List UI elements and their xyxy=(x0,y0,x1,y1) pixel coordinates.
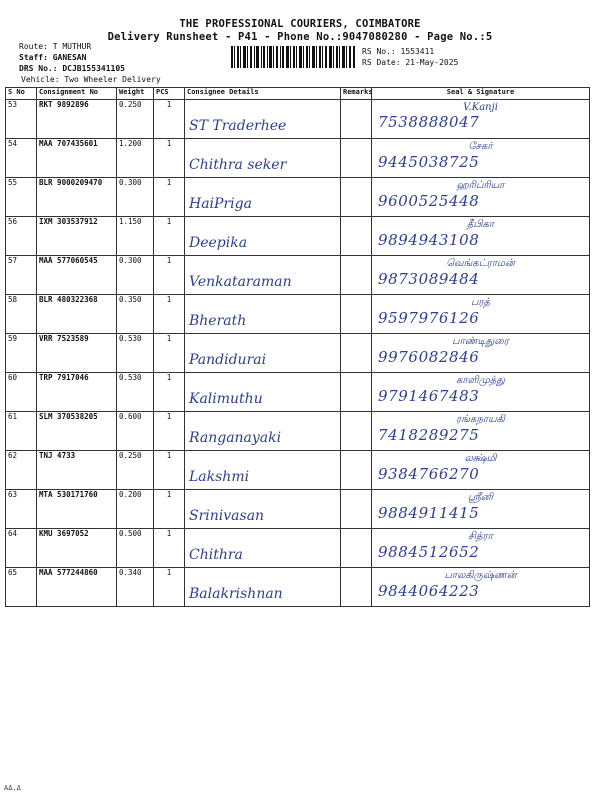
row-consignment: TNJ 4733 xyxy=(37,451,117,490)
signature: தீபிகா xyxy=(466,219,495,230)
row-sno: 54 xyxy=(6,139,37,178)
row-sno: 57 xyxy=(6,256,37,295)
row-pcs: 1 xyxy=(154,334,185,373)
row-seal-signature xyxy=(372,256,590,295)
rs-date: RS Date: 21-May-2025 xyxy=(362,58,459,67)
row-sno: 65 xyxy=(6,568,37,607)
row-pcs: 1 xyxy=(154,295,185,334)
consignee-handwritten-name: Pandidurai xyxy=(189,352,267,368)
row-sno: 56 xyxy=(6,217,37,256)
row-seal-signature xyxy=(372,412,590,451)
row-sno: 64 xyxy=(6,529,37,568)
handwritten-phone: 9894943108 xyxy=(378,231,480,249)
col-consignment: Consignment No xyxy=(37,88,117,100)
row-weight: 0.250 xyxy=(117,100,154,139)
row-consignee xyxy=(185,451,341,490)
row-seal-signature xyxy=(372,139,590,178)
row-consignee xyxy=(185,412,341,451)
handwritten-phone: 9597976126 xyxy=(378,309,480,327)
table-row xyxy=(6,568,590,607)
row-pcs: 1 xyxy=(154,139,185,178)
table-row xyxy=(6,334,590,373)
rs-number: RS No.: 1553411 xyxy=(362,47,435,56)
signature: லக்ஷ்மி xyxy=(464,453,497,464)
row-consignee xyxy=(185,529,341,568)
row-seal-signature xyxy=(372,373,590,412)
row-consignee xyxy=(185,100,341,139)
consignee-handwritten-name: HaiPriga xyxy=(189,196,252,212)
row-sno: 53 xyxy=(6,100,37,139)
barcode-image xyxy=(231,46,355,68)
handwritten-phone: 9976082846 xyxy=(378,348,480,366)
row-remarks xyxy=(341,529,372,568)
row-seal-signature xyxy=(372,568,590,607)
row-weight: 0.350 xyxy=(117,295,154,334)
row-remarks xyxy=(341,568,372,607)
table-row xyxy=(6,451,590,490)
row-pcs: 1 xyxy=(154,568,185,607)
row-consignee xyxy=(185,490,341,529)
handwritten-phone: 9884911415 xyxy=(378,504,480,522)
row-consignee xyxy=(185,217,341,256)
row-pcs: 1 xyxy=(154,490,185,529)
row-remarks xyxy=(341,100,372,139)
handwritten-phone: 9844064223 xyxy=(378,582,480,600)
table-row xyxy=(6,412,590,451)
table-row xyxy=(6,256,590,295)
row-weight: 0.300 xyxy=(117,256,154,295)
col-weight: Weight xyxy=(117,88,154,100)
table-row xyxy=(6,217,590,256)
col-seal: Seal & Signature xyxy=(372,88,590,100)
row-weight: 0.340 xyxy=(117,568,154,607)
signature: காளிமுத்து xyxy=(456,375,505,386)
footer-mark: ΑΔ.Δ xyxy=(4,784,21,792)
row-weight: 1.200 xyxy=(117,139,154,178)
row-consignee xyxy=(185,295,341,334)
row-seal-signature xyxy=(372,100,590,139)
row-remarks xyxy=(341,256,372,295)
row-remarks xyxy=(341,451,372,490)
row-weight: 0.500 xyxy=(117,529,154,568)
row-sno: 59 xyxy=(6,334,37,373)
handwritten-phone: 9600525448 xyxy=(378,192,480,210)
signature: ரங்கநாயகி xyxy=(456,414,505,425)
row-remarks xyxy=(341,490,372,529)
row-remarks xyxy=(341,139,372,178)
row-pcs: 1 xyxy=(154,178,185,217)
consignee-handwritten-name: Chithra seker xyxy=(189,157,287,173)
row-consignment: IXM 303537912 xyxy=(37,217,117,256)
row-weight: 0.600 xyxy=(117,412,154,451)
consignee-handwritten-name: Kalimuthu xyxy=(189,391,263,407)
table-row xyxy=(6,373,590,412)
signature: சேகர் xyxy=(468,141,493,152)
row-weight: 0.200 xyxy=(117,490,154,529)
table-row xyxy=(6,139,590,178)
row-consignee xyxy=(185,256,341,295)
row-sno: 62 xyxy=(6,451,37,490)
row-remarks xyxy=(341,373,372,412)
handwritten-phone: 9445038725 xyxy=(378,153,480,171)
row-seal-signature xyxy=(372,334,590,373)
row-pcs: 1 xyxy=(154,256,185,295)
vehicle-label: Vehicle: Two Wheeler Delivery xyxy=(21,75,161,84)
signature: ஹரிப்ரியா xyxy=(456,180,505,191)
row-consignee xyxy=(185,334,341,373)
row-consignee xyxy=(185,139,341,178)
row-weight: 1.150 xyxy=(117,217,154,256)
row-weight: 0.250 xyxy=(117,451,154,490)
handwritten-phone: 9884512652 xyxy=(378,543,480,561)
row-pcs: 1 xyxy=(154,373,185,412)
table-row xyxy=(6,100,590,139)
consignee-handwritten-name: Venkataraman xyxy=(189,274,292,290)
row-sno: 63 xyxy=(6,490,37,529)
signature: வெங்கட்ராமன் xyxy=(446,258,515,269)
row-seal-signature xyxy=(372,529,590,568)
consignee-handwritten-name: Lakshmi xyxy=(189,469,250,485)
consignee-handwritten-name: Srinivasan xyxy=(189,508,265,524)
route-label: Route: T MUTHUR xyxy=(19,42,92,51)
row-consignment: SLM 370538205 xyxy=(37,412,117,451)
handwritten-phone: 9873089484 xyxy=(378,270,480,288)
signature: சித்ரா xyxy=(468,531,493,542)
row-consignment: BLR 480322368 xyxy=(37,295,117,334)
row-consignment: RKT 9892896 xyxy=(37,100,117,139)
row-seal-signature xyxy=(372,490,590,529)
row-pcs: 1 xyxy=(154,412,185,451)
handwritten-phone: 9791467483 xyxy=(378,387,480,405)
signature: ஸ்ரீனி xyxy=(468,492,493,503)
row-seal-signature xyxy=(372,178,590,217)
row-remarks xyxy=(341,178,372,217)
table-row xyxy=(6,490,590,529)
consignee-handwritten-name: Deepika xyxy=(189,235,248,251)
handwritten-phone: 7418289275 xyxy=(378,426,480,444)
drs-number: DRS No.: DCJB155341105 xyxy=(19,64,125,73)
consignee-handwritten-name: Bherath xyxy=(189,313,247,329)
signature: பரத் xyxy=(470,297,491,308)
row-seal-signature xyxy=(372,217,590,256)
row-consignment: MAA 707435601 xyxy=(37,139,117,178)
col-remarks: Remarks xyxy=(341,88,372,100)
row-remarks xyxy=(341,334,372,373)
runsheet-title: Delivery Runsheet - P41 - Phone No.:9047080280 - Page No.:5 xyxy=(107,31,493,43)
col-consignee: Consignee Details xyxy=(185,88,341,100)
row-pcs: 1 xyxy=(154,451,185,490)
row-consignment: MAA 577060545 xyxy=(37,256,117,295)
row-sno: 61 xyxy=(6,412,37,451)
row-remarks xyxy=(341,295,372,334)
consignee-handwritten-name: Ranganayaki xyxy=(189,430,282,446)
col-pcs: PCS xyxy=(154,88,185,100)
table-header-row xyxy=(6,88,590,100)
table-row xyxy=(6,529,590,568)
handwritten-phone: 7538888047 xyxy=(378,113,480,131)
row-consignee xyxy=(185,373,341,412)
row-sno: 58 xyxy=(6,295,37,334)
row-weight: 0.530 xyxy=(117,373,154,412)
row-weight: 0.530 xyxy=(117,334,154,373)
signature: பாலகிருஷ்ணன் xyxy=(444,570,517,581)
staff-label: Staff: GANESAN xyxy=(19,53,87,62)
row-remarks xyxy=(341,217,372,256)
row-pcs: 1 xyxy=(154,100,185,139)
table-row xyxy=(6,178,590,217)
row-pcs: 1 xyxy=(154,529,185,568)
row-remarks xyxy=(341,412,372,451)
row-consignee xyxy=(185,178,341,217)
row-pcs: 1 xyxy=(154,217,185,256)
row-sno: 60 xyxy=(6,373,37,412)
consignee-handwritten-name: Chithra xyxy=(189,547,243,563)
row-seal-signature xyxy=(372,451,590,490)
row-consignment: BLR 9000209470 xyxy=(37,178,117,217)
consignee-handwritten-name: ST Traderhee xyxy=(189,118,287,134)
row-consignment: MAA 577244860 xyxy=(37,568,117,607)
table-row xyxy=(6,295,590,334)
company-title: THE PROFESSIONAL COURIERS, COIMBATORE xyxy=(179,18,421,30)
handwritten-phone: 9384766270 xyxy=(378,465,480,483)
signature: V.Kanji xyxy=(463,102,498,113)
row-weight: 0.300 xyxy=(117,178,154,217)
row-sno: 55 xyxy=(6,178,37,217)
row-consignment: VRR 7523589 xyxy=(37,334,117,373)
row-consignee xyxy=(185,568,341,607)
col-sno: S No xyxy=(6,88,37,100)
row-consignment: TRP 7917046 xyxy=(37,373,117,412)
row-consignment: KMU 3697052 xyxy=(37,529,117,568)
row-consignment: MTA 530171760 xyxy=(37,490,117,529)
row-seal-signature xyxy=(372,295,590,334)
signature: பாண்டிதுரை xyxy=(452,336,509,347)
runsheet-table xyxy=(5,87,590,607)
consignee-handwritten-name: Balakrishnan xyxy=(189,586,283,602)
